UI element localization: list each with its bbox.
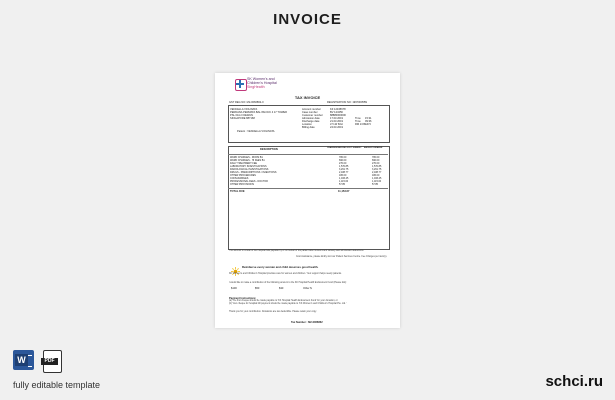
table-header-divider (228, 154, 388, 155)
time-value-1: 09:36 (365, 120, 372, 123)
bill-value-3: 17.03.2019 (330, 117, 343, 120)
bill-value-5: LT LW 60H (330, 123, 343, 126)
logo-line-3: SingHealth (247, 85, 265, 89)
bill-value-6: 24.03.2019 (330, 126, 343, 129)
word-letter: W (15, 354, 28, 366)
hospital-logo-icon (235, 79, 247, 91)
invoice-document: SK Women's and Children's Hospital SingHealth TAX INVOICE GST REG NO: M2-0066862-0 REGISTRATION NO: 199700055N VENCELLA VIOLINATA PERDANA PERMATA BALI BLOCK 4 17 TOWER PSL 01/LO DEWAN SINGAPORE 887168 Account number Case number Customer number Admission date Discharge date Location Billing date KZ 12345678 BV 123456 88880000000 17.03.2019 21.03.2019 LT LW 60H 24.03.2019 Time Time 15:31 09:36 RM 13 BED 5 Patient : VENCELLA VIOLINATA DESCRIPTION CHARGES BEFORE GOVT SUBSIDY AMOUNT PAYABLE WARD CHARGES - ROOM B1 780.00 780.00 WARD CHARGES - HI FEES B1 690.00 690.00 DAILY TREATMENT FEE 270.00 270.00 LABORATORY INVESTIGATIONS 1,570.85 1,570.85 RADIOLOGICAL INVESTIGATIONS 3,261.75 3,261.75 DRUGS - PRESCRIPTIONS / INJECTIONS 2,188.77 2,188.77 OTHER PROCEDURES 186.00 186.00 CONSUMABLES 1,033.45 1,033.45 PROFESSIONAL FEES - DOCTOR 1,115.00 1,115.00 OTHER PROVISIONS 57.85 57.85 TOTAL DUE 11,153.67 The amount in a total of the hospital bills payable by or on behalf of the patient after Government subsidy and all relevant deductions. Cost Assistance, please kindly visit our Patient Services Centre. Fee Charges per item(s). Reimburse every woman and child deserves good health. KK Women's and Children's Hospital provides care for women and children. Your support helps needy patients. I would like to make a contribution of the following amount to the KK Hospital Health Endowment Fund (Please tick): $100 $50 $30 Other $ Payment Instructions: (a) The first cheque should be made payable to 'KK Hospital Health Endowment Fund' for your donation; or (b) Your cheque for hospital bill payment should be made payable to 'KK Women's and Children's Hospital Pte. Ltd.' Thank you for your contribution. Donations are tax deductible. Please retain your copy. Tax Number : M2-0066862 (215, 73, 400, 328)
total-divider (228, 188, 388, 189)
payment-instruction-a: (a) The first cheque should be made payable to 'KK Hospital Health Endowment Fund' for your donation; or (229, 300, 338, 302)
hospital-logo-text (247, 77, 277, 89)
address-line-1: PERDANA PERMATA BALI BLOCK 4 17 TOWER (230, 111, 288, 114)
col-charges-before: CHARGES BEFORE GOVT SUBSIDY (327, 147, 362, 149)
bill-value-2: 88880000000 (330, 114, 346, 117)
donation-option-100: $100 (231, 287, 237, 290)
bill-label-5: Location (302, 123, 312, 126)
tax-number: Tax Number : M2-0066862 (291, 321, 323, 324)
thank-you-paragraph: Thank you for your contribution. Donations are tax deductible. Please retain your copy. (229, 311, 317, 313)
bill-value-0: KZ 12345678 (330, 108, 346, 111)
brand-watermark: schci.ru (545, 373, 603, 390)
donation-option-50: $50 (255, 287, 260, 290)
pdf-label: PDF (41, 358, 58, 365)
bill-label-2: Customer number (302, 114, 323, 117)
editable-template-caption: fully editable template (13, 380, 101, 390)
col-amount-payable: AMOUNT PAYABLE (364, 147, 383, 149)
donation-option-other: Other $ (303, 287, 312, 290)
note-paragraph-1: The amount in a total of the hospital bills payable by or on behalf of the patient after Government subsidy and all relevant deductions. (229, 250, 365, 252)
payment-instruction-b: (b) Your cheque for hospital bill payment should be made payable to 'KK Women's and Children's Hospital Pte. Ltd.' (229, 303, 347, 305)
registration-no: REGISTRATION NO: 199700055N (327, 101, 368, 104)
time-value-0: 15:31 (365, 117, 372, 120)
endowment-paragraph: KK Women's and Children's Hospital provides care for women and children. Your support helps needy patients. (229, 273, 342, 275)
gst-reg-no: GST REG NO: M2-0066862-0 (229, 101, 264, 104)
bill-value-4: 21.03.2019 (330, 120, 343, 123)
bill-label-3: Admission date (302, 117, 320, 120)
donation-option-30: $30 (279, 287, 284, 290)
endowment-heading: Reimburse every woman and child deserves good health. (242, 265, 319, 269)
word-document-icon (13, 350, 34, 370)
patient-name: VENCELLA VIOLINATA (230, 108, 258, 111)
logo-line-2: Children's Hospital (247, 81, 277, 85)
total-value: 11,153.67 (338, 190, 350, 193)
page-title: INVOICE (273, 11, 342, 28)
pdf-document-icon (43, 350, 62, 373)
bill-value-1: BV 123456 (330, 111, 343, 114)
note-paragraph-2: Cost Assistance, please kindly visit our Patient Services Centre. Fee Charges per item(s). (295, 256, 387, 258)
bill-label-4: Discharge date (302, 120, 320, 123)
patient-label: Patient : VENCELLA VIOLINATA (237, 130, 275, 133)
contribution-paragraph: I would like to make a contribution of the following amount to the KK Hospital Health Endowment Fund (Please tick): (229, 282, 347, 284)
address-line-2: PSL 01/LO DEWAN (230, 114, 253, 117)
logo-line-1: SK Women's and (247, 77, 275, 81)
payment-instructions-heading: Payment Instructions: (229, 297, 257, 300)
address-line-3: SINGAPORE 887168 (230, 117, 255, 120)
tax-invoice-title: TAX INVOICE (294, 95, 321, 100)
time-label-0: Time (355, 117, 361, 120)
bill-label-0: Account number (302, 108, 321, 111)
col-description: DESCRIPTION (260, 148, 278, 151)
total-label: TOTAL DUE (230, 190, 245, 193)
bill-label-1: Case number (302, 111, 318, 114)
hospital-logo (235, 77, 284, 93)
sunflower-logo-icon (231, 263, 240, 272)
bill-label-6: Billing date (302, 126, 315, 129)
ward-room: RM 13 BED 5 (355, 123, 371, 126)
time-label-1: Time (355, 120, 361, 123)
